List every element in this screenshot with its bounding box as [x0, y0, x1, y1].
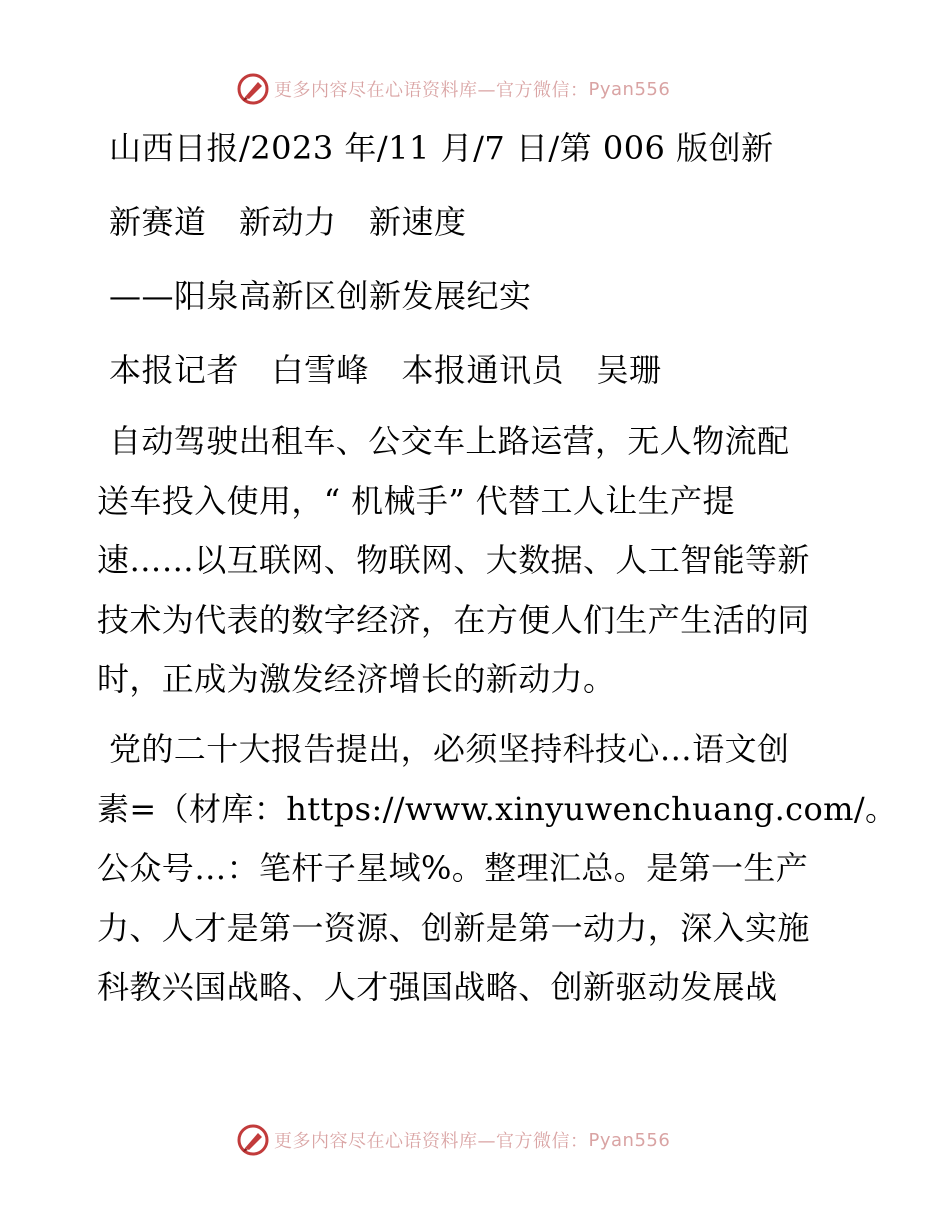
paragraph-2 — [97, 720, 898, 1018]
footer-watermark — [236, 1123, 670, 1157]
paragraph-line: 科教兴国战略、人才强国战略、创新驱动发展战 — [97, 968, 778, 1006]
pen-logo-icon — [236, 72, 270, 106]
paragraph-line: 自动驾驶出租车、公交车上路运营，无人物流配 — [109, 422, 790, 460]
header-watermark — [236, 72, 670, 106]
watermark-handle: Pyan556 — [588, 1129, 671, 1151]
paragraph-line: 技术为代表的数字经济，在方便人们生产生活的同 — [97, 600, 810, 639]
paragraph-1 — [97, 412, 849, 710]
paragraph-line: 公众号…：笔杆子星域%。整理汇总。是第一生产 — [97, 849, 809, 887]
paragraph-line: 时，正成为激发经济增长的新动力。 — [97, 660, 616, 698]
watermark-handle: Pyan556 — [588, 78, 671, 100]
paragraph-line: 力、人才是第一资源、创新是第一动力，深入实施 — [97, 908, 810, 947]
dateline: 山西日报/2023 年/11 月/7 日/第 006 版创新 — [109, 129, 774, 167]
subheadline: ——阳泉高新区创新发展纪实 — [109, 277, 532, 315]
paragraph-line: 素=（材库：https://www.xinyuwenchuang.com/。 — [97, 789, 898, 828]
paragraph-line: 党的二十大报告提出，必须坚持科技心…语文创 — [109, 730, 790, 768]
paragraph-line: 送车投入使用，“ 机械手” 代替工人让生产提 — [97, 481, 735, 520]
byline: 本报记者 白雪峰 本报通讯员 吴珊 — [109, 351, 662, 389]
paragraph-line: 速……以互联网、物联网、大数据、人工智能等新 — [97, 541, 810, 579]
watermark-text: 更多内容尽在心语资料库—官方微信： — [274, 80, 589, 101]
pen-logo-icon — [236, 1123, 270, 1157]
watermark-text: 更多内容尽在心语资料库—官方微信： — [274, 1131, 589, 1152]
headline: 新赛道 新动力 新速度 — [109, 203, 467, 241]
